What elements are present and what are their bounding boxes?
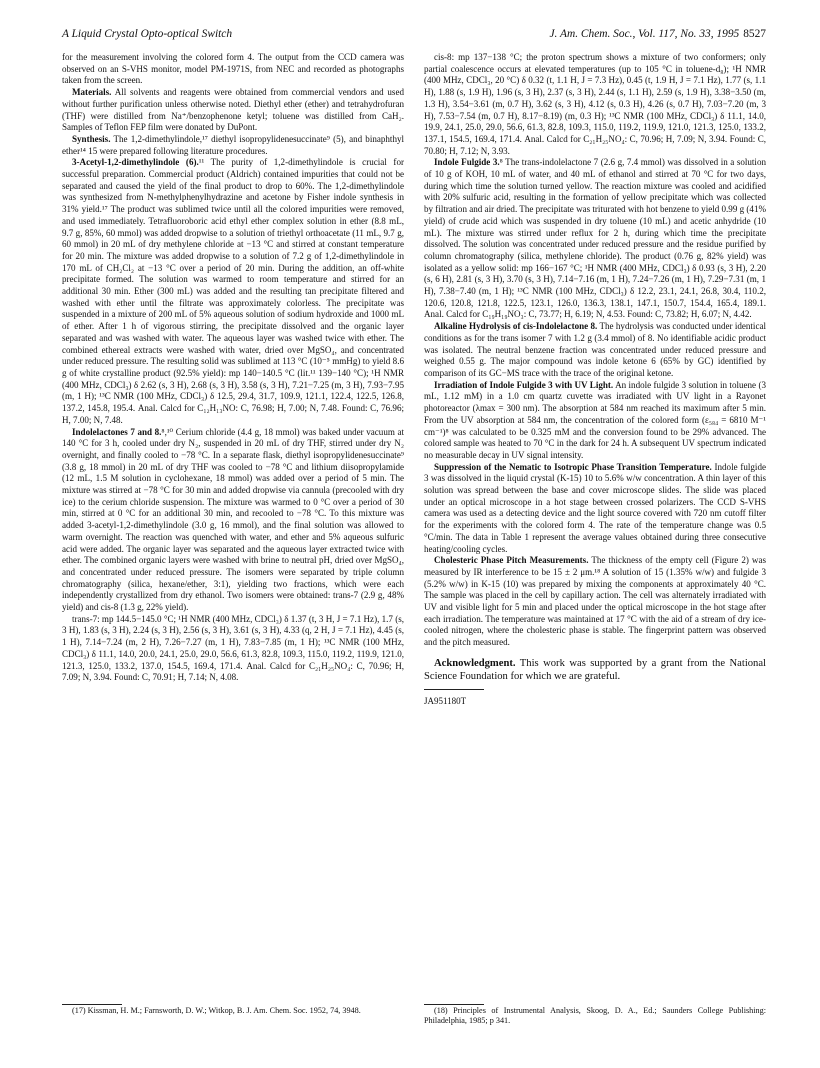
paragraph-text: cis-8: mp 137−138 °C; the proton spectrum shows a mixture of two conformers; only partial coalescence occurs at elevated temperatures (up to 105 °C in toluene-d₈); ¹H NMR (400 MHz, CDCl₃, 20 °C) δ 0.32 (t, 1.1 H, J = 7.3 Hz), 0.45 (t, 1.9 H, J = 7.1 Hz), 1.77 (s, 1.1 H), 1.88 (s, 1.9 H), 1.96 (s, 3 H), 2.37 (s, 3 H), 2.44 (s, 1.1 H), 2.59 (s, 1.9 H), 3.38−3.50 (m, 1.3 H), 3.54−3.61 (m, 0.7 H), 3.62 (s, 3 H), 4.12 (s, 0.3 H), 4.26 (s, 0.7 H), 7.03−7.20 (m, 3 H), 7.53−7.54 (m, 0.7 H), 8.17−8.19) (m, 0.3 H); ¹³C NMR (100 MHz, CDCl₃) δ 11.1, 14.0, 19.9, 24.1, 25.0, 29.0, 56.6, 61.3, 82.8, 109.3, 115.0, 119.2, 119.9, 121.0, 121.3, 125.0, 133.2, 137.1, 154.5, 169.4, 171.4. Anal. Calcd for C₂₁H₂₅NO₄: C, 70.96; H, 7.09; N, 3.94. Found: C, 70.80; H, 7.12; N, 3.93. [424, 52, 766, 156]
paragraph-text: for the measurement involving the colored form 4. The output from the CCD camera was observed on an S-VHS monitor, model PM-1971S, from NEC and recorded as photographs taken from the screen. [62, 52, 404, 86]
page-number: 8527 [743, 28, 766, 40]
acknowledgment [424, 657, 766, 683]
paragraph [424, 555, 766, 649]
paragraph [62, 614, 404, 684]
footnote-18: (18) Principles of Instrumental Analysis, Skoog, D. A., Ed.; Saunders College Publishing: Philadelphia, 1985; p 341. [424, 1006, 766, 1026]
right-column [424, 52, 766, 708]
paragraph-text: Indole fulgide 3 was dissolved in the liquid crystal (K-15) 10 to 5.6% w/w concentration. A thin layer of this solution was spread between the base and cover microscope slides. The slide was placed under an optical microscope in a hot stage between crossed polarizers. The CCD S-VHS camera was used as a detecting device and the light source covered with 720 nm cutoff filter for the experiments with the colored form 4. The rate of the temperature change was 0.5 °C/min. The data in Table 1 represent the average values obtained during three consecutive heating/cooling cycles. [424, 461, 766, 554]
run-in-head: Suppression of the Nematic to Isotropic Phase Transition Temperature. [434, 461, 712, 472]
paragraph [424, 380, 766, 462]
paragraph [62, 87, 404, 134]
paragraph-text: trans-7: mp 144.5−145.0 °C; ¹H NMR (400 MHz, CDCl₃) δ 1.37 (t, 3 H, J = 7.1 Hz), 1.7 (s, 3 H), 1.83 (s, 3 H), 2.24 (s, 3 H), 2.56 (s, 3 H), 3.61 (s, 3 H), 4.33 (q, 2 H, J = 7.1 Hz), 4.45 (s, 1 H), 7.14−7.24 (m, 2 H), 7.26−7.27 (m, 1 H), 7.83−7.85 (m, 1 H); ¹³C NMR (100 MHz, CDCl₃) δ 11.1, 14.0, 20.0, 24.1, 25.0, 29.0, 56.6, 61.3, 82.8, 109.3, 115.0, 119.2, 119.9, 121.0, 121.3, 125.0, 133.2, 137.0, 154.5, 169.4, 171.4. Anal. Calcd for C₂₁H₂₅NO₄: C, 70.96; H, 7.09; N, 3.94. Found: C, 70.91; H, 7.14; N, 4.08. [62, 613, 404, 683]
acknowledgment-text: This work was supported by a grant from the National Science Foundation for which we are grateful. [424, 657, 766, 682]
run-in-head: Materials. [72, 87, 112, 98]
footnote-rule [424, 1004, 484, 1005]
footnote-left [62, 1006, 404, 1016]
paragraph-text: All solvents and reagents were obtained from commercial vendors and used without further purification unless otherwise noted. Diethyl ether (ether) and tetrahydrofuran (THF) were distilled from Na⁺/benzophenone ketyl; toluene was distilled from CaH₂. Samples of Teflon FEP film were donated by DuPont. [62, 87, 404, 133]
run-in-head: Cholesteric Phase Pitch Measurements. [434, 555, 589, 566]
paragraph [62, 157, 404, 426]
paragraph [424, 462, 766, 556]
paragraph [424, 52, 766, 157]
paragraph-text: The hydrolysis was conducted under identical conditions as for the trans isomer 7 with 1.2 g (3.4 mmol) of 8. No identifiable acidic product was isolated. The neutral benzene fraction was concentrated under reduced pressure and weighed 0.55 g. The major compound was indole ketone 6 (65% by GC) identified by comparison of its GC−MS trace with the trace of the original ketone. [424, 321, 766, 378]
run-in-head: Alkaline Hydrolysis of cis-Indolelactone 8. [434, 321, 598, 332]
run-in-head: Synthesis. [72, 133, 111, 144]
footnote-right [424, 1006, 766, 1027]
paragraph [424, 321, 766, 380]
run-in-head: Irradiation of Indole Fulgide 3 with UV Light. [434, 379, 614, 390]
footnote-rule [62, 1004, 122, 1005]
journal-name: J. Am. Chem. Soc., Vol. 117, No. 33, 1995 [549, 28, 740, 40]
paragraph [424, 157, 766, 321]
paragraph-text: The thickness of the empty cell (Figure 2) was measured by IR interference to be 15 ± 2 μm.¹⁸ A solution of 15 (1.35% w/w) and fulgide 3 (5.2% w/w) in K-15 (10) was prepared by mixing the components at approximately 40 °C. The sample was placed in the cell by capillary action. The cell was alternately irradiated with UV and visible light for 5 min and placed under the optical microscope in the hot stage after each irradiation. The temperature was maintained at 17 °C with the aid of a stream of dry ice-cooled nitrogen, where the cholesteric phase is stable. The fingerprint pattern was observed and the pitch measured. [424, 555, 766, 648]
running-header [62, 28, 766, 46]
paragraph-text: ¹¹ The purity of 1,2-dimethylindole is crucial for successful preparation. Commercial product (Aldrich) contained impurities that could not be separated and caused the yield of the final product to drop to 60%. The 1,2-dimethylindole was synthesized from N-methylphenylhydrazine and acetone by Fisher indole synthesis in 31% yield.¹⁷ The product was sublimed twice until all the colored impurities were removed, and used immediately. Tetrafluoroboric acid ethyl ether complex solution in ether (8.8 mL, 9.7 g, 85%, 60 mmol) was added dropwise to a solution of triethyl orthoacetate (11 mL, 9.7 g, 60 mmol) in 20 mL of dry methylene chloride at −13 °C and stirred at constant temperature for 20 min. The mixture was added dropwise to a solution of 7.2 g of 1,2-dimethylindole in 170 mL of CH₂Cl₂ at −13 °C over a period of 20 min. During the addition, an off-white precipitate formed. The solution was warmed to room temperature and stirred for an additional 30 min. Ether (300 mL) was added and the resulting tan precipitate filtered and washed with ether until the filtrate was approximately colorless. The precipitate was suspended in a mixture of 200 mL of 5% aqueous solution of sodium hydroxide and 1000 mL of ether. After 1 h of vigorous stirring, the precipitate dissolved and the organic layer separated and was washed with water. The aqueous layer was washed twice with ether. The combined ethereal extracts were washed with water, dried over MgSO₄, and concentrated under reduced pressure. The resulting solid was sublimed at 113 °C (10⁻⁵ mmHg) to yield 8.6 g of white crystalline product (92.5% yield): mp 140−140.5 °C (lit.¹¹ 139−140 °C); ¹H NMR (400 MHz, CDCl₃) δ 2.62 (s, 3 H), 2.68 (s, 3 H), 3.58 (s, 3 H), 7.21−7.25 (m, 3 H), 7.93−7.95 (m, 1 H); ¹³C NMR (100 MHz, CDCl₃) δ 12.5, 29.4, 31.7, 109.9, 121.1, 122.4, 122.5, 126.8, 137.2, 145.8, 195.4. Anal. Calcd for C₁₂H₁₃NO: C, 76.98; H, 7.00; N, 7.48. Found: C, 76.96; H, 7.00; N, 7.48. [62, 157, 404, 425]
running-title: A Liquid Crystal Opto-optical Switch [62, 28, 233, 40]
paragraph [62, 427, 404, 614]
run-in-head: Indole Fulgide 3. [434, 157, 500, 168]
paragraph [62, 52, 404, 87]
acknowledgment-head: Acknowledgment. [434, 657, 516, 669]
run-in-head: Indolelactones 7 and 8. [72, 426, 162, 437]
left-column [62, 52, 404, 684]
journal-citation [549, 28, 766, 40]
paragraph-text: ⁸,¹⁰ Cerium chloride (4.4 g, 18 mmol) was baked under vacuum at 140 °C for 3 h, cooled under dry N₂, suspended in 20 mL of dry THF, stirred under dry N₂ overnight, and finally cooled to −78 °C. In a separate flask, diethyl isopropylidenesuccinate⁹ (3.8 g, 18 mmol) in 20 mL of dry THF was cooled to −78 °C and lithium diisopropylamide (12 mL, 1.5 M solution in cyclohexane, 18 mmol) was added over a period of 5 min. The mixture was stirred at −78 °C for 30 min and added dropwise via cannula (precooled with dry ice) to the cerium chloride suspension. The mixture was warmed to 0 °C over a period of 30 min, stirred at 0 °C for an additional 30 min, and recooled to −78 °C. To this mixture was added 3-acetyl-1,2-dimethylindole (3.0 g, 16 mmol), and the final solution was allowed to warm overnight. The reaction was quenched with water, and ether and 5% aqueous sulfuric acid were added. The organic layer was separated and the aqueous layer extracted twice with ether. The combined organic layers were washed with brine to neutral pH, dried over MgSO₄, and concentrated under reduced pressure. The isomers were separated by triple column chromatography (silica, hexane/ether, 3:1), yielding two fractions, which were each independently crystallized from dry ethanol. Two isomers were obtained: trans-7 (2.9 g, 48% yield) and cis-8 (1.3 g, 22% yield). [62, 426, 404, 613]
run-in-head: 3-Acetyl-1,2-dimethylindole (6). [72, 157, 199, 168]
paragraph-text: The 1,2-dimethylindole,¹⁷ diethyl isopropylidenesuccinate⁹ (5), and binaphthyl ether¹⁴ 15 were prepared following literature procedures. [62, 133, 404, 156]
paragraph [62, 134, 404, 157]
footnote-17: (17) Kissman, H. M.; Farnsworth, D. W.; Witkop, B. J. Am. Chem. Soc. 1952, 74, 3948. [72, 1006, 361, 1015]
manuscript-code: JA951180T [424, 695, 467, 706]
paragraph-text: An indole fulgide 3 solution in toluene (3 mL, 1.12 mM) in a 1.0 cm quartz cuvette was irradiated with UV light in a Rayonet photoreactor (λmax = 300 nm). The absorption at 584 nm reached its maximum after 5 min. From the UV absorption at 584 nm, the concentration of the colored form (ε₅₈₄ = 6810 M⁻¹ cm⁻¹)⁸ was calculated to be 0.325 mM and the conversion found to be 29% advanced. The colored sample was heated to 70 °C in the dark for 24 h. A subsequent UV spectrum indicated no measurable decay in UV signal intensity. [424, 379, 766, 460]
code-rule [424, 689, 484, 690]
paragraph-text: ⁸ The trans-indolelactone 7 (2.6 g, 7.4 mmol) was dissolved in a solution of 10 g of KOH, 10 mL of water, and 40 mL of ethanol and stirred at 70 °C for two days, during which time the solution turned yellow. The reaction mixture was cooled and acidified with 20% sulfuric acid, resulting in the formation of yellow precipitate which was collected by filtration and air dried. The precipitate was triturated with hot benzene to yield 0.99 g (41% yield) of crude acid which was suspended in dry toluene (10 mL) and acetic anhydride (10 mL). The mixture was stirred under reflux for 2 h, during which time the precipitate dissolved. The solution was concentrated under reduced pressure and the residue purified by column chromatography (silica, methylene chloride). The product (0.76 g, 82% yield) was isolated as a yellow solid: mp 166−167 °C; ¹H NMR (400 MHz, CDCl₃) δ 0.93 (s, 3 H), 2.20 (s, 6 H), 2.81 (s, 3 H), 3.70 (s, 3 H), 7.14−7.16 (m, 1 H), 7.24−7.26 (m, 1 H), 7.29−7.31 (m, 1 H), 7.38−7.40 (m, 1 H); ¹³C NMR (100 MHz, CDCl₃) δ 12.2, 23.1, 24.1, 26.8, 30.4, 110.2, 120.6, 120.8, 121.8, 122.5, 123.1, 126.0, 136.3, 138.1, 147.1, 150.7, 154.4, 165.4, 189.1. Anal. Calcd for C₁₉H₁₉NO₃: C, 73.77; H, 6.19; N, 4.53. Found: C, 73.82; H, 6.07; N, 4.42. [424, 157, 767, 320]
